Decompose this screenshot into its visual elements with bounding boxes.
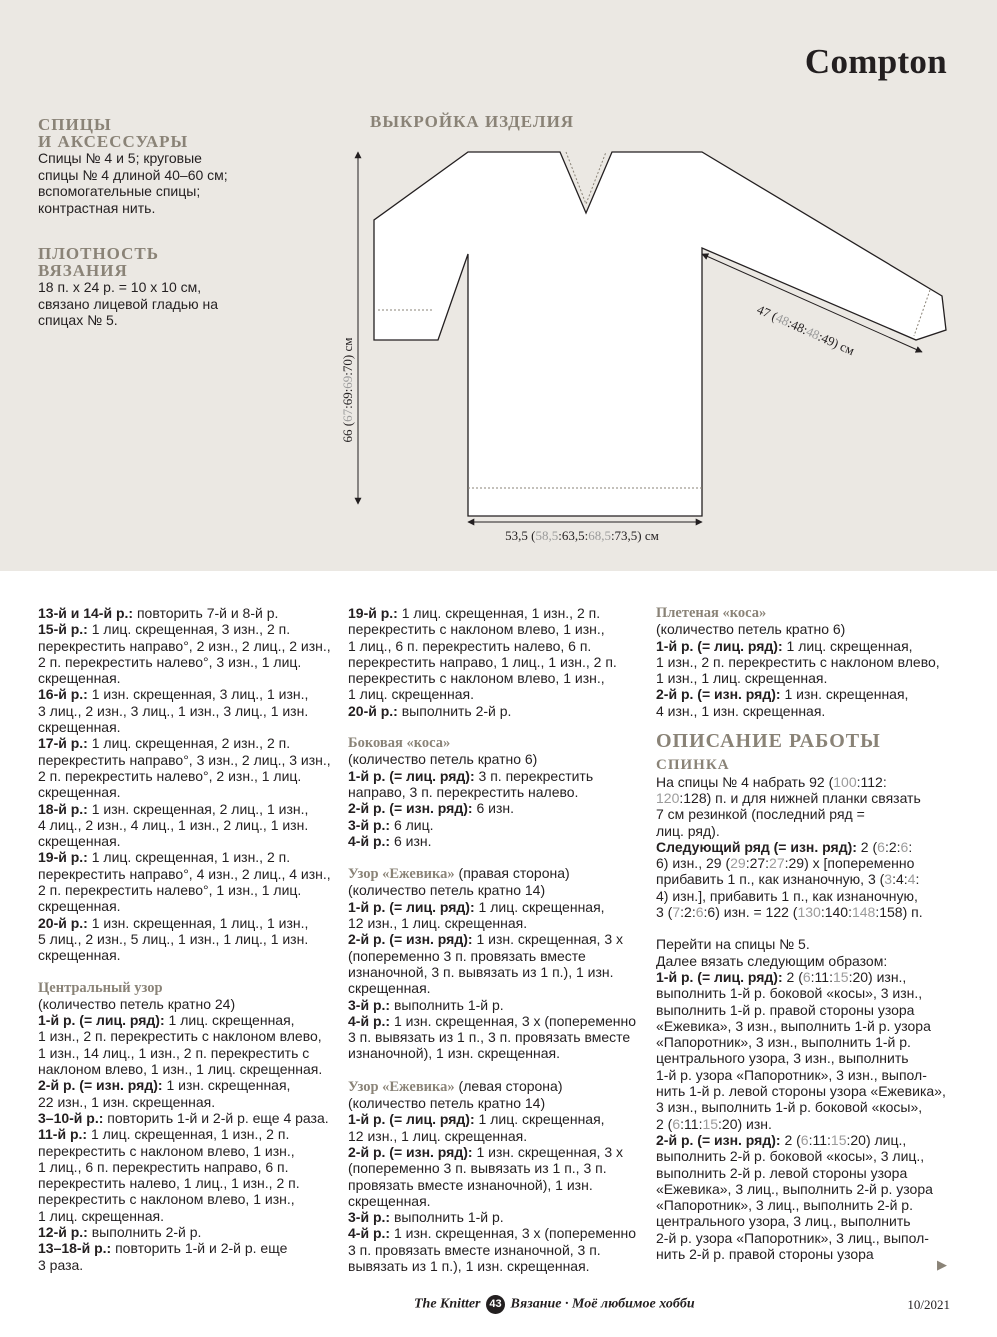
row-text: 3 п. перекрестить — [474, 767, 594, 784]
row-text: 1 лиц. скрещенная, — [474, 898, 605, 915]
text-part: :20) изн. — [718, 1115, 772, 1132]
instruction-line: 1 лиц. скрещенная. — [38, 1207, 165, 1224]
footer-magazine — [414, 1295, 695, 1314]
pattern-heading-note: (правая сторона) — [454, 865, 570, 882]
size-value: 3 — [884, 871, 893, 888]
paragraph-gap — [348, 719, 648, 735]
instruction-line: выполнить 2-й р. левой стороны узора — [656, 1164, 908, 1181]
instruction-line: 2 п. перекрестить налево°, 3 изн., 1 лиц. — [38, 653, 302, 670]
pattern-heading-note: (левая сторона) — [454, 1077, 563, 1094]
instruction-line: 3 лиц., 2 изн., 3 лиц., 1 изн., 3 лиц., 1 изн. — [38, 702, 309, 719]
continue-arrow-icon: ▶ — [937, 1257, 947, 1272]
instruction-line: наклоном влево, 1 изн., 1 лиц. скрещенная. — [38, 1061, 323, 1078]
text-part: 2 ( — [856, 838, 878, 855]
sized-instruction — [656, 969, 956, 985]
size-value: 27 — [769, 855, 785, 872]
instructions-column-3 — [656, 605, 956, 1262]
text-part: :140: — [820, 904, 852, 921]
pattern-heading: Боковая «коса» — [348, 735, 451, 752]
gauge-line: спицах № 5. — [38, 312, 118, 328]
instruction-line: 1 изн., 2 п. перекрестить с наклоном влево, — [656, 653, 940, 670]
length-measure: 66 (67:69:69:70) см — [340, 337, 355, 443]
text-part: :11: — [808, 1131, 831, 1148]
section-title: ОПИСАНИЕ РАБОТЫ — [656, 730, 881, 753]
size-value: 6 — [900, 838, 909, 855]
size-value: 120 — [656, 789, 680, 806]
text-part: :11: — [810, 968, 833, 985]
instruction-line: нить 2-й р. правой стороны узора — [656, 1245, 874, 1262]
text-part: :11: — [680, 1115, 703, 1132]
sweater-outline — [374, 152, 946, 516]
row-text: повторить 7-й и 8-й р. — [133, 605, 279, 621]
row-label: 2-й р. (= изн. ряд): — [656, 1131, 781, 1148]
paragraph-gap — [348, 1062, 648, 1078]
text-part: : — [908, 838, 913, 855]
instruction-row — [38, 735, 336, 751]
sized-instruction — [656, 790, 956, 806]
row-label: 4-й р.: — [348, 1012, 391, 1029]
row-text: выполнить 1-й р. — [390, 996, 504, 1013]
instruction-row — [38, 1110, 336, 1126]
row-label: 20-й р.: — [348, 702, 398, 719]
size-value: 6 — [877, 838, 885, 855]
size-value: 4 — [907, 871, 916, 888]
instruction-line: перекрестить налево, 1 лиц., 1 изн., 2 п. — [38, 1175, 300, 1192]
instruction-row — [38, 849, 336, 865]
instruction-line: 12 изн., 1 лиц. скрещенная. — [348, 915, 528, 932]
row-label: 2-й р. (= изн. ряд): — [656, 686, 781, 703]
row-text: 1 лиц. скрещенная, 1 изн., 2 п. — [397, 605, 601, 621]
tools-line: вспомогательные спицы; — [38, 183, 201, 199]
instruction-row — [348, 1144, 648, 1160]
sized-instruction — [656, 1132, 956, 1148]
sized-instruction — [656, 855, 956, 871]
text-part: :27: — [745, 855, 770, 872]
row-label: 3–10-й р.: — [38, 1109, 104, 1126]
row-label: 4-й р.: — [348, 1225, 391, 1242]
sleeve-measure: 47 (48:48:48:49) см — [754, 301, 857, 359]
instruction-row — [38, 1077, 336, 1093]
instruction-line: 3 изн., выполнить 1-й р. боковой «косы», — [656, 1099, 923, 1116]
text-part: :112: — [856, 773, 887, 790]
gauge-line: связано лицевой гладью на — [38, 295, 219, 312]
magazine-name: The Knitter — [414, 1296, 481, 1312]
sized-instruction — [656, 871, 956, 887]
magazine-tagline: Вязание · Моё любимое хобби — [510, 1296, 695, 1312]
tools-line: Спицы № 4 и 5; круговые — [38, 150, 202, 166]
instruction-line: 1 лиц., 6 п. перекрестить направо, 6 п. — [38, 1158, 289, 1175]
pattern-heading — [348, 1078, 648, 1095]
row-label: 1-й р. (= лиц. ряд): — [656, 637, 783, 654]
instruction-line: провязать вместе изнаночной), 1 изн. — [348, 1176, 593, 1193]
instruction-line: перекрестить направо°, 4 изн., 2 лиц., 4 изн., — [38, 865, 331, 882]
row-label: 2-й р. (= изн. ряд): — [348, 931, 473, 948]
instruction-line: «Папоротник», 3 лиц., выполнить 2-й р. — [656, 1197, 913, 1214]
row-label: 15-й р.: — [38, 621, 88, 638]
gauge-title-line-1: ПЛОТНОСТЬ — [38, 244, 159, 263]
sized-instruction — [656, 904, 956, 920]
size-value: 15 — [830, 1131, 847, 1148]
text-part: 6) изн., 29 ( — [656, 855, 731, 872]
size-value: 6 — [800, 1131, 809, 1148]
instruction-line: направо, 3 п. перекрестить налево. — [348, 783, 579, 800]
size-value: 130 — [797, 904, 821, 921]
instruction-row — [348, 768, 648, 784]
instruction-row — [348, 899, 648, 915]
instruction-line: нить 1-й р. левой стороны узора «Ежевика», — [656, 1083, 946, 1100]
instruction-line: перекрестить направо°, 3 изн., 2 лиц., 3 изн., — [38, 751, 331, 768]
instruction-line: перекрестить направо°, 2 изн., 2 лиц., 2 изн., — [38, 637, 331, 654]
row-text: 1 лиц. скрещенная, 3 изн., 2 п. — [87, 621, 291, 638]
instruction-row — [656, 638, 956, 654]
instruction-line: изнаночной), 1 изн. скрещенная. — [348, 1045, 561, 1062]
row-label: 12-й р.: — [38, 1223, 88, 1240]
row-label: 4-й р.: — [348, 832, 391, 849]
instruction-line: скрещенная. — [38, 947, 121, 964]
row-label: 16-й р.: — [38, 686, 88, 703]
size-value: 100 — [833, 773, 857, 790]
instruction-row — [348, 1225, 648, 1241]
text-part: :20) изн., — [848, 968, 907, 985]
instruction-row — [348, 800, 648, 816]
instruction-line: 3 п. провязать вместе изнаночной, 3 п. — [348, 1241, 601, 1258]
text-part: прибавить 1 п., как изнаночную, 3 ( — [656, 871, 885, 888]
row-label: 18-й р.: — [38, 800, 88, 817]
instruction-line: 3 п. вывязать из 1 п., 3 п. провязать вместе — [348, 1029, 631, 1046]
tools-title-line-2: И АКСЕССУАРЫ — [38, 132, 189, 151]
row-label: 13-й и 14-й р.: — [38, 605, 134, 621]
instruction-row — [38, 1012, 336, 1028]
pattern-name: Compton — [804, 42, 947, 81]
row-label: 3-й р.: — [348, 1209, 391, 1226]
instruction-line: (попеременно 3 п. провязать вместе — [348, 947, 586, 964]
row-label: Следующий ряд (= изн. ряд): — [656, 838, 857, 855]
tools-title-line-1: СПИЦЫ — [38, 115, 112, 134]
instruction-line: (попеременно 3 п. вывязать из 1 п., 3 п. — [348, 1160, 607, 1177]
instruction-line: 1 изн., 14 лиц., 1 изн., 2 п. перекрестить с — [38, 1044, 310, 1061]
instruction-line: центрального узора, 3 лиц., выполнить — [656, 1213, 911, 1230]
sized-instruction — [656, 774, 956, 790]
instruction-line: 1 изн., 1 лиц. скрещенная. — [656, 670, 828, 687]
instruction-line: Перейти на спицы № 5. — [656, 936, 810, 953]
width-measure: 53,5 (58,5:63,5:68,5:73,5) см — [505, 528, 659, 543]
instruction-line: 1 изн., 2 п. перекрестить с наклоном влево, — [38, 1028, 322, 1045]
instruction-line: перекрестить направо, 1 лиц., 1 изн., 2 п. — [348, 653, 617, 670]
instruction-line: (количество петель кратно 14) — [348, 882, 546, 899]
row-text: 1 лиц. скрещенная, 2 изн., 2 п. — [87, 735, 291, 752]
instruction-line: скрещенная. — [38, 670, 121, 687]
instruction-row — [348, 703, 648, 719]
instruction-row — [38, 915, 336, 931]
pattern-heading-name: Узор «Ежевика» — [348, 866, 455, 883]
instruction-row — [348, 605, 648, 621]
text-part: :158) п. — [875, 904, 923, 921]
instruction-line: 4 изн., 1 изн. скрещенная. — [656, 702, 826, 719]
instruction-line: скрещенная. — [38, 898, 121, 915]
text-part: 2 ( — [656, 1115, 673, 1132]
instructions-column-1 — [38, 605, 336, 1273]
row-text: 1 изн. скрещенная, 1 лиц., 1 изн., — [87, 914, 309, 931]
instruction-line: «Ежевика», 3 лиц., выполнить 2-й р. узора — [656, 1180, 933, 1197]
instruction-line: (количество петель кратно 14) — [348, 1095, 546, 1112]
pattern-heading: Плетеная «коса» — [656, 605, 767, 621]
text-part: :6) изн. = 122 ( — [703, 904, 798, 921]
instruction-line: скрещенная. — [38, 719, 121, 736]
text-part: :29) х [попеременно — [784, 855, 915, 872]
row-text: 1 изн. скрещенная, 3 лиц., 1 изн., — [87, 686, 309, 703]
row-text: 1 лиц. скрещенная, 1 изн., 2 п. — [87, 849, 291, 866]
row-label: 2-й р. (= изн. ряд): — [38, 1077, 163, 1094]
row-label: 3-й р.: — [348, 996, 391, 1013]
instruction-line: выполнить 1-й р. боковой «косы», 3 изн., — [656, 985, 923, 1002]
row-text: 1 изн. скрещенная, 3 х — [472, 931, 624, 948]
row-text: 1 лиц. скрещенная, — [164, 1012, 295, 1029]
instruction-line: перекрестить с наклоном влево, 1 изн., — [348, 621, 605, 638]
row-label: 1-й р. (= лиц. ряд): — [348, 767, 475, 784]
instruction-line: 4 лиц., 2 изн., 4 лиц., 1 изн., 2 лиц., 1 изн. — [38, 816, 309, 833]
text-part: :20) лиц., — [846, 1131, 907, 1148]
text-part: 2 ( — [780, 1131, 801, 1148]
size-value: 29 — [730, 855, 746, 872]
paragraph-gap — [38, 964, 336, 980]
instruction-line: центрального узора, 3 изн., выполнить — [656, 1050, 909, 1067]
pattern-heading — [348, 865, 648, 882]
instructions-column-2 — [348, 605, 648, 1274]
instruction-row — [348, 833, 648, 849]
text-part: 3 ( — [656, 904, 673, 921]
instruction-row — [348, 997, 648, 1013]
pattern-heading: Центральный узор — [38, 979, 163, 996]
instruction-line: 12 изн., 1 лиц. скрещенная. — [348, 1127, 528, 1144]
instruction-row — [348, 1209, 648, 1225]
instruction-line: (количество петель кратно 6) — [348, 751, 538, 768]
row-label: 19-й р.: — [348, 605, 398, 621]
sized-instruction — [656, 1116, 956, 1132]
row-text: 1 лиц. скрещенная, — [474, 1111, 605, 1128]
size-value: 15 — [832, 968, 849, 985]
tools-body — [38, 150, 278, 216]
row-text: 1 изн. скрещенная, 2 лиц., 1 изн., — [87, 800, 309, 817]
instruction-line: «Ежевика», 3 изн., выполнить 1-й р. узора — [656, 1017, 931, 1034]
row-label: 13–18-й р.: — [38, 1240, 112, 1257]
row-text: 6 изн. — [390, 832, 432, 849]
text-part: На спицы № 4 набрать 92 ( — [656, 773, 834, 790]
paragraph-gap — [656, 920, 956, 936]
instruction-row — [38, 801, 336, 817]
row-label: 2-й р. (= изн. ряд): — [348, 800, 473, 817]
sized-instruction — [656, 839, 956, 855]
text-part: : — [915, 871, 920, 888]
instruction-line: перекрестить с наклоном влево, 1 изн., — [348, 670, 605, 687]
instruction-row — [38, 605, 336, 621]
size-value: 6 — [672, 1115, 681, 1132]
instruction-line: вывязать из 1 п.), 1 изн. скрещенная. — [348, 1257, 590, 1274]
instruction-line: 2 п. перекрестить налево°, 2 изн., 1 лиц. — [38, 767, 302, 784]
page-number: 43 — [486, 1295, 505, 1314]
instruction-row — [348, 1111, 648, 1127]
row-text: выполнить 1-й р. — [390, 1209, 504, 1226]
instruction-row — [656, 686, 956, 702]
row-text: 1 изн. скрещенная, — [780, 686, 909, 703]
instruction-line: 1 лиц. скрещенная. — [348, 686, 475, 703]
text-part: :128) п. и для нижней планки связать — [679, 789, 921, 806]
tools-line: спицы № 4 длиной 40–60 см; — [38, 166, 228, 183]
instruction-line: перекрестить с наклоном влево, 1 изн., — [38, 1191, 295, 1208]
text-part: :4: — [892, 871, 908, 888]
sweater-schematic — [330, 138, 970, 558]
sized-instruction — [656, 888, 956, 904]
instruction-line: 2 п. перекрестить налево°, 1 изн., 1 лиц. — [38, 882, 302, 899]
row-text: повторить 1-й и 2-й р. еще — [111, 1240, 288, 1257]
row-text: 1 изн. скрещенная, 3 х (попеременно — [390, 1225, 637, 1242]
row-label: 20-й р.: — [38, 914, 88, 931]
subsection-title: СПИНКА — [656, 757, 730, 774]
size-value: 148 — [851, 904, 876, 921]
gauge-line: 18 п. х 24 р. = 10 х 10 см, — [38, 279, 202, 295]
instruction-row — [38, 1240, 336, 1256]
row-label: 19-й р.: — [38, 849, 88, 866]
tools-block — [38, 116, 278, 216]
instruction-line: скрещенная. — [38, 784, 121, 801]
text-part: 2 ( — [782, 968, 803, 985]
row-label: 1-й р. (= лиц. ряд): — [656, 968, 783, 985]
row-text: 1 лиц. скрещенная, 1 изн., 2 п. — [87, 1126, 290, 1143]
instruction-line: изнаночной, 3 п. вывязать из 1 п.), 1 изн. — [348, 963, 614, 980]
row-text: 1 изн. скрещенная, 3 х (попеременно — [390, 1012, 637, 1029]
row-text: 1 изн. скрещенная, 3 х — [472, 1143, 624, 1160]
instruction-row — [38, 686, 336, 702]
row-text: выполнить 2-й р. — [87, 1223, 202, 1240]
instruction-line: Далее вязать следующим образом: — [656, 952, 888, 969]
page-footer — [0, 1292, 997, 1316]
instruction-line: 3 раза. — [38, 1256, 84, 1273]
row-text: выполнить 2-й р. — [397, 702, 512, 719]
row-text: 6 лиц. — [390, 816, 434, 833]
row-text: 1 лиц. скрещенная, — [782, 637, 913, 654]
schematic-title: ВЫКРОЙКА ИЗДЕЛИЯ — [370, 112, 575, 131]
instruction-line: (количество петель кратно 24) — [38, 995, 236, 1012]
size-value: 7 — [672, 904, 681, 921]
instruction-line: 1 лиц., 6 п. перекрестить налево, 6 п. — [348, 637, 592, 654]
size-value: 6 — [802, 968, 811, 985]
gauge-title-line-2: ВЯЗАНИЯ — [38, 261, 128, 280]
instruction-line: 1-й р. узора «Папоротник», 3 изн., выпол- — [656, 1066, 927, 1083]
issue-number: 10/2021 — [907, 1297, 950, 1312]
instruction-line: (количество петель кратно 6) — [656, 621, 846, 638]
tools-line: контрастная нить. — [38, 199, 156, 216]
instruction-row — [348, 931, 648, 947]
instruction-row — [38, 1224, 336, 1240]
instruction-line: 5 лиц., 2 изн., 5 лиц., 1 изн., 1 лиц., 1 изн. — [38, 930, 309, 947]
instruction-line: скрещенная. — [348, 980, 431, 997]
instruction-line: 7 см резинкой (последний ряд = — [656, 806, 865, 823]
row-label: 3-й р.: — [348, 816, 391, 833]
text-part: 4) изн.], прибавить 1 п., как изнаночную, — [656, 887, 918, 904]
row-label: 11-й р.: — [38, 1126, 88, 1143]
row-label: 2-й р. (= изн. ряд): — [348, 1143, 473, 1160]
row-text: повторить 1-й и 2-й р. еще 4 раза. — [103, 1109, 329, 1126]
instruction-row — [348, 1013, 648, 1029]
instruction-line: «Папоротник», 3 изн., выполнить 1-й р. — [656, 1034, 911, 1051]
row-text: 1 изн. скрещенная, — [162, 1077, 291, 1094]
instruction-line: перекрестить с наклоном влево, 1 изн., — [38, 1142, 295, 1159]
gauge-body — [38, 279, 278, 329]
row-label: 1-й р. (= лиц. ряд): — [348, 1111, 475, 1128]
size-value: 6 — [695, 904, 704, 921]
text-part: :2: — [680, 904, 696, 921]
instruction-row — [348, 817, 648, 833]
instruction-line: выполнить 2-й р. боковой «косы», 3 лиц., — [656, 1148, 925, 1165]
instruction-line: скрещенная. — [348, 1192, 431, 1209]
row-label: 1-й р. (= лиц. ряд): — [348, 898, 475, 915]
paragraph-gap — [348, 849, 648, 865]
gauge-block — [38, 245, 278, 329]
size-value: 15 — [702, 1115, 719, 1132]
row-label: 1-й р. (= лиц. ряд): — [38, 1012, 165, 1029]
instruction-line: лиц. ряд). — [656, 822, 720, 839]
row-label: 17-й р.: — [38, 735, 88, 752]
instruction-row — [38, 621, 336, 637]
text-part: :2: — [884, 838, 901, 855]
instruction-line: скрещенная. — [38, 833, 121, 850]
instruction-row — [38, 1126, 336, 1142]
instruction-line: выполнить 1-й р. правой стороны узора — [656, 1001, 915, 1018]
row-text: 6 изн. — [472, 800, 514, 817]
instruction-line: 2-й р. узора «Папоротник», 3 лиц., выпол- — [656, 1229, 929, 1246]
instruction-line: 22 изн., 1 изн. скрещенная. — [38, 1093, 216, 1110]
pattern-heading-name: Узор «Ежевика» — [348, 1078, 455, 1095]
